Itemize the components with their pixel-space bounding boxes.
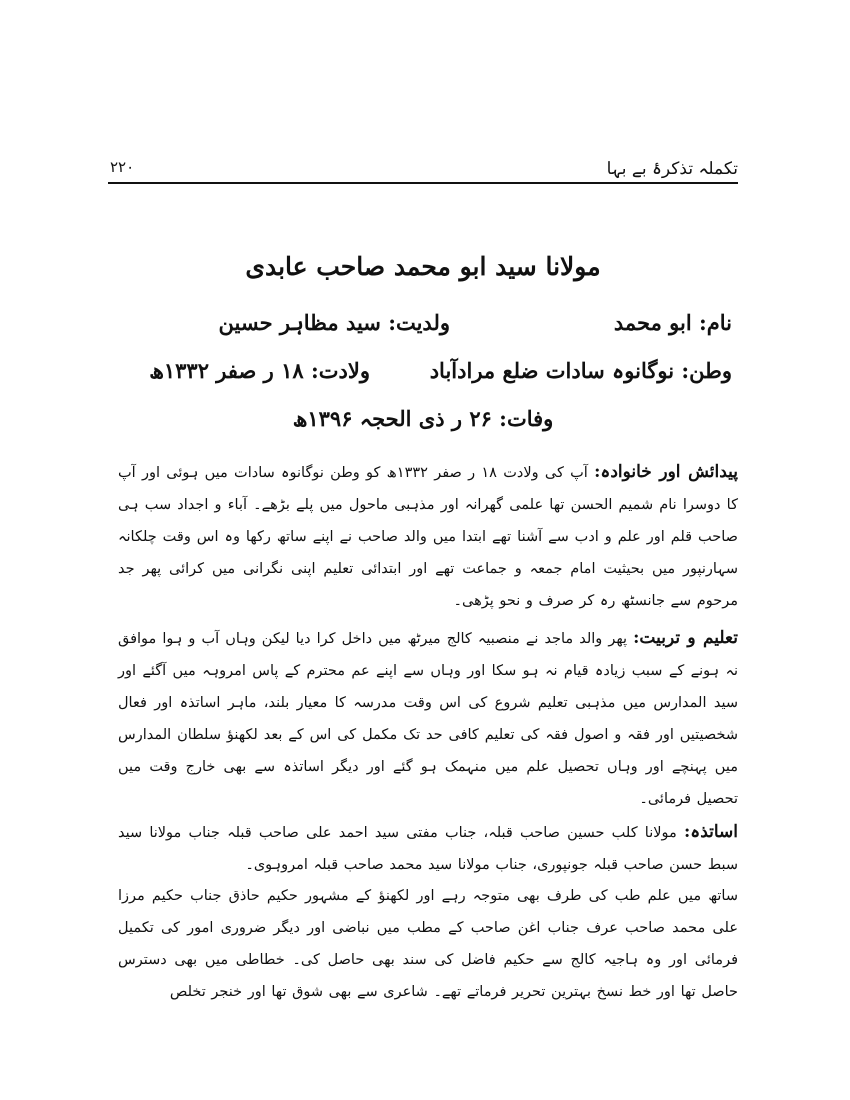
meta-birth: ولادت: ۱۸ ر صفر ۱۳۳۲ھ (149, 358, 370, 383)
paragraph-education (118, 622, 738, 815)
meta-homeland: وطن: نوگانوہ سادات ضلع مرادآباد (429, 358, 732, 383)
meta-name: نام: ابو محمد (613, 310, 732, 335)
paragraph-lead: تعلیم و تربیت: (633, 628, 738, 648)
paragraph-birth-family (118, 456, 738, 617)
paragraph-text: آپ کی ولادت ۱۸ ر صفر ۱۳۳۲ھ کو وطن نوگانوہ سادات میں ہوئی اور آپ کا دوسرا نام شمیم الحسن تھا علمی گھرانہ اور مذہبی ماحول میں پلے بڑھے۔ آباء و اجداد سب ہی صاحب قلم اور علم و ادب سے آشنا تھے ابتدا میں والد صاحب نے اپنے ساتھ رکھا وہ اس وقت چلکانہ سہارنپور میں بحیثیت امام جمعہ و جماعت تھے اور ابتدائی تعلیم اپنی نگرانی میں کرائی پھر جد مرحوم سے جانسٹھ رہ کر صرف و نحو پڑھی۔ (118, 465, 738, 609)
meta-parentage: ولدیت: سید مظاہر حسین (218, 310, 450, 335)
running-title: تکملہ تذکرۂ بے بہا (606, 159, 738, 179)
page-number: ۲۲۰ (110, 158, 135, 176)
paragraph-lead: اساتذہ: (683, 822, 738, 842)
paragraph-text: پھر والد ماجد نے منصبیہ کالج میرٹھ میں داخل کرا دیا لیکن وہاں آب و ہوا موافق نہ ہونے کے سبب زیادہ قیام نہ ہو سکا اور وہاں سے اپنے عم محترم کے پاس امروہہ میں آگئے اور سید المدارس میں مذہبی تعلیم شروع کی اس وقت مدرسہ کا معیار بلند، ماہر اساتذہ اور فعال شخصیتیں اور فقہ و اصول فقہ کی تعلیم کافی حد تک مکمل کی اس کے بعد لکھنؤ سلطان المدارس میں پہنچے اور وہاں تحصیل علم میں منہمک ہو گئے اور دیگر اساتذہ سے بھی خارج وقت میں تحصیل فرمائی۔ (118, 631, 738, 807)
paragraph-medicine (118, 880, 738, 1008)
paragraph-lead: پیدائش اور خانوادہ: (594, 462, 739, 482)
paragraph-teachers (118, 816, 738, 881)
header-rule (108, 182, 738, 184)
paragraph-text: ساتھ میں علم طب کی طرف بھی متوجہ رہے اور لکھنؤ کے مشہور حکیم حاذق جناب حکیم مرزا علی محمد صاحب عرف جناب اغن صاحب کے مطب میں نباضی اور دیگر ضروری امور کی تکمیل فرمائی اور وہ ہاجیہ کالج سے حکیم فاضل کی سند بھی حاصل کی۔ خطاطی میں بھی دسترس حاصل تھا اور خط نسخ بہترین تحریر فرماتے تھے۔ شاعری سے بھی شوق تھا اور خنجر تخلص (118, 888, 738, 1000)
meta-death: وفات: ۲۶ ر ذی الحجہ ۱۳۹۶ھ (292, 406, 554, 431)
biography-title: مولانا سید ابو محمد صاحب عابدی (245, 252, 601, 281)
paragraph-text: مولانا کلب حسین صاحب قبلہ، جناب مفتی سید احمد علی صاحب قبلہ جناب مولانا سید سبط حسن صاحب قبلہ جونپوری، جناب مولانا سید محمد صاحب قبلہ امروہوی۔ (118, 825, 738, 873)
page-header (108, 158, 738, 180)
